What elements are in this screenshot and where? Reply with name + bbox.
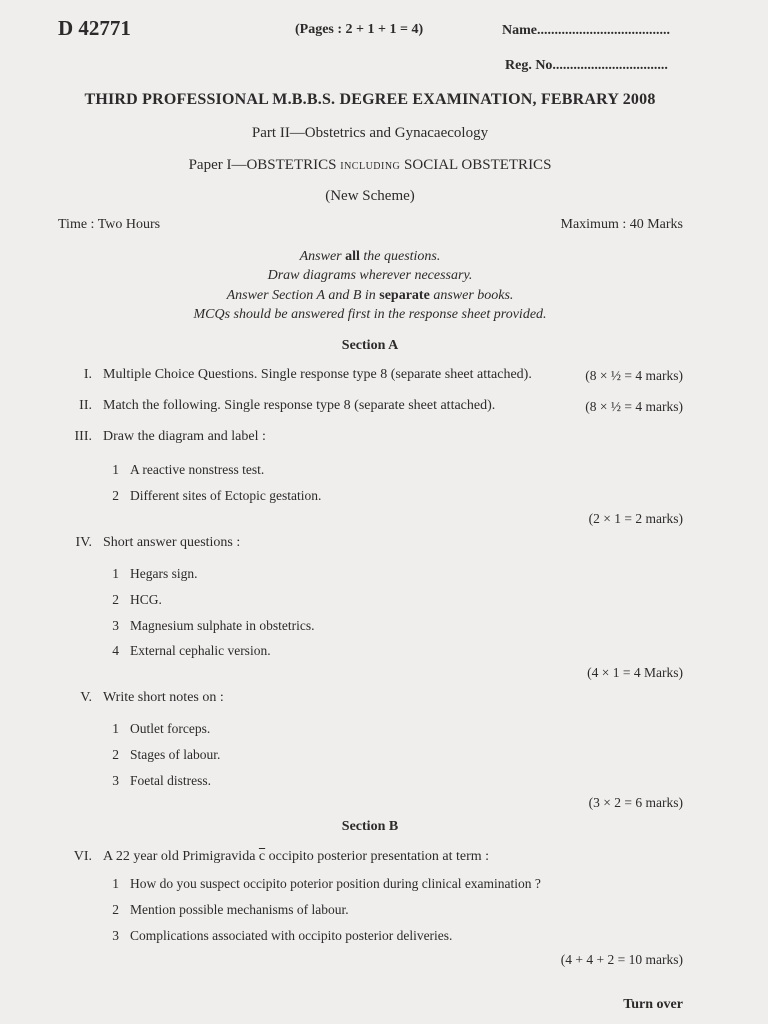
instruction-2: Draw diagrams wherever necessary.	[267, 268, 473, 283]
q6-number: VI.	[73, 849, 92, 864]
q3-item-1-number: 1	[112, 462, 119, 477]
instruction-1-post: the questions.	[363, 249, 441, 264]
q2-text: Match the following. Single response type 8 (separate sheet attached).	[103, 398, 496, 413]
q4-item-2-text: HCG.	[130, 592, 162, 607]
q1-number: I.	[83, 367, 92, 382]
q6-item-2-number: 2	[112, 902, 119, 917]
q5-item-1-text: Outlet forceps.	[130, 721, 211, 736]
q6-item-1-number: 1	[112, 876, 119, 891]
exam-time: Time : Two Hours	[58, 217, 161, 232]
q4-item-4-number: 4	[112, 643, 119, 658]
q4-text: Short answer questions :	[103, 535, 241, 550]
reg-no-field: Reg. No.................................	[505, 58, 668, 73]
instruction-3	[0, 288, 740, 304]
q5-item-2-text: Stages of labour.	[130, 747, 221, 762]
q5-number: V.	[80, 690, 92, 705]
q4-item-3-number: 3	[112, 618, 119, 633]
instruction-3-post: answer books.	[433, 288, 514, 303]
q5-text: Write short notes on :	[103, 690, 224, 705]
q2-number: II.	[79, 398, 92, 413]
paper-prefix: Paper I—OBSTETRICS	[188, 157, 337, 173]
instruction-1	[0, 249, 740, 265]
paper-small-caps: INCLUDING	[340, 161, 401, 172]
q6-text-post: occipito posterior presentation at term :	[268, 849, 490, 864]
q6-item-1-text: How do you suspect occipito poterior position during clinical examination ?	[130, 876, 541, 891]
q6-text-pre: A 22 year old Primigravida	[103, 849, 256, 864]
instruction-4: MCQs should be answered first in the response sheet provided.	[193, 307, 547, 322]
q5-item-2-number: 2	[112, 747, 119, 762]
q4-item-3-text: Magnesium sulphate in obstetrics.	[130, 618, 315, 633]
exam-scheme: (New Scheme)	[325, 188, 415, 204]
q5-item-3-number: 3	[112, 773, 119, 788]
q1-marks: (8 × ½ = 4 marks)	[585, 368, 683, 383]
q4-item-4-text: External cephalic version.	[130, 643, 271, 658]
instruction-3-bold: separate	[379, 288, 430, 303]
q3-marks: (2 × 1 = 2 marks)	[588, 511, 683, 526]
q1-text: Multiple Choice Questions. Single response type 8 (separate sheet attached).	[103, 367, 532, 382]
q6-text	[103, 849, 489, 865]
q5-item-3-text: Foetal distress.	[130, 773, 211, 788]
exam-title: THIRD PROFESSIONAL M.B.B.S. DEGREE EXAMINATION, FEBRARY 2008	[84, 91, 656, 108]
section-a-heading: Section A	[341, 338, 399, 353]
q3-item-2-text: Different sites of Ectopic gestation.	[130, 488, 322, 503]
turn-over: Turn over	[623, 997, 683, 1012]
q2-marks: (8 × ½ = 4 marks)	[585, 399, 683, 414]
q3-text: Draw the diagram and label :	[103, 429, 266, 444]
instruction-3-pre: Answer Section A and B in	[226, 288, 376, 303]
instruction-1-bold: all	[345, 249, 360, 264]
paper-code: D 42771	[58, 16, 131, 40]
q3-item-2-number: 2	[112, 488, 119, 503]
q4-marks: (4 × 1 = 4 Marks)	[587, 665, 683, 680]
q5-item-1-number: 1	[112, 721, 119, 736]
exam-part: Part II—Obstetrics and Gynacaecology	[251, 125, 489, 141]
q3-item-1-text: A reactive nonstress test.	[130, 462, 265, 477]
q3-number: III.	[74, 429, 92, 444]
paper-suffix: SOCIAL OBSTETRICS	[404, 157, 552, 173]
q6-item-3-number: 3	[112, 928, 119, 943]
q6-item-3-text: Complications associated with occipito posterior deliveries.	[130, 928, 453, 943]
page-count: (Pages : 2 + 1 + 1 = 4)	[295, 22, 424, 37]
q4-item-1-text: Hegars sign.	[130, 566, 198, 581]
name-field: Name......................................	[502, 23, 670, 38]
exam-maximum: Maximum : 40 Marks	[560, 217, 683, 232]
instruction-1-pre: Answer	[299, 249, 342, 264]
q5-marks: (3 × 2 = 6 marks)	[588, 795, 683, 810]
q6-text-cum: $\overline{c}$	[258, 849, 266, 864]
exam-paper	[0, 157, 740, 174]
section-b-heading: Section B	[341, 819, 399, 834]
q4-item-2-number: 2	[112, 592, 119, 607]
q6-item-2-text: Mention possible mechanisms of labour.	[130, 902, 349, 917]
q4-item-1-number: 1	[112, 566, 119, 581]
q4-number: IV.	[75, 535, 92, 550]
q6-marks: (4 + 4 + 2 = 10 marks)	[560, 952, 683, 967]
